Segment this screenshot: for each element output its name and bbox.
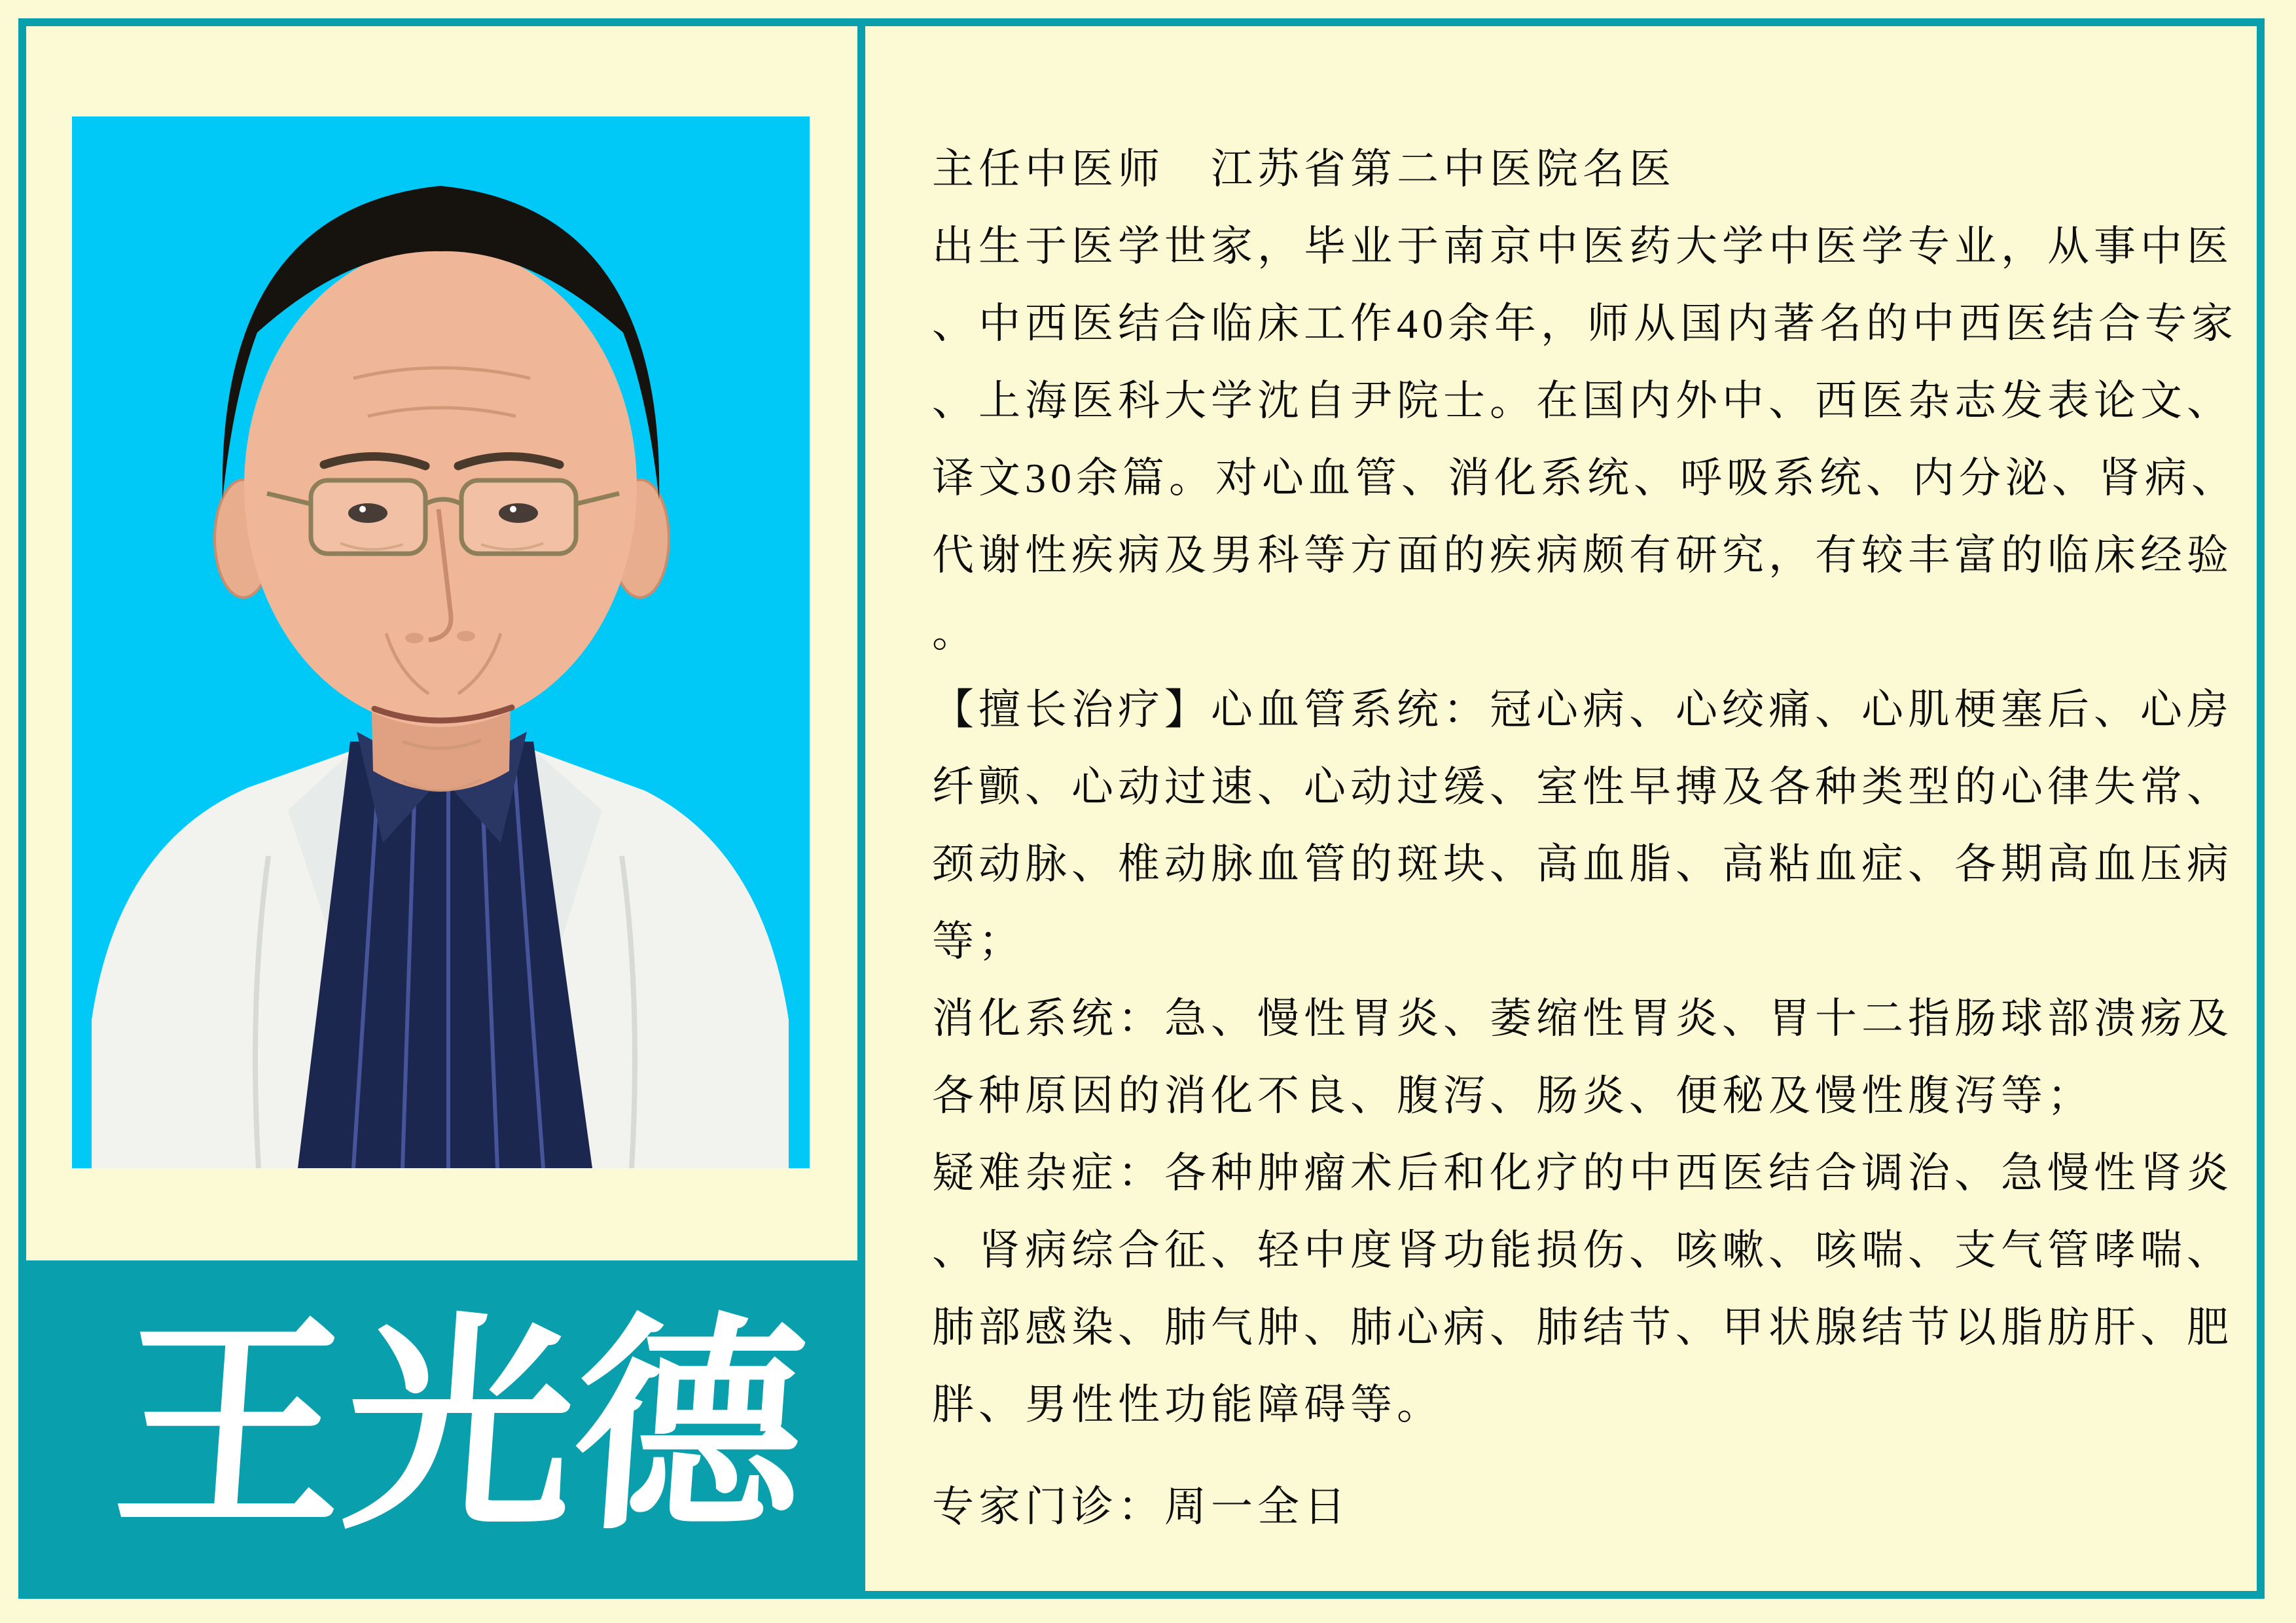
bio-line: 出生于医学世家，毕业于南京中医药大学中医学专业，从事中医: [932, 223, 2233, 270]
bio-line: 疑难杂症：各种肿瘤术后和化疗的中西医结合调治、急慢性肾炎: [932, 1150, 2233, 1196]
doctor-photo: [72, 116, 810, 1168]
bio-line: 、中西医结合临床工作40余年，师从国内著名的中西医结合专家: [932, 300, 2238, 347]
bio-line: 胖、男性性功能障碍等。: [932, 1382, 1443, 1428]
bio-line: 肺部感染、肺气肿、肺心病、肺结节、甲状腺结节以脂肪肝、肥: [932, 1304, 2233, 1351]
bio-line: 颈动脉、椎动脉血管的斑块、高血脂、高粘血症、各期高血压病: [932, 841, 2233, 887]
name-panel: [18, 1260, 865, 1599]
bio-line: 纤颤、心动过速、心动过缓、室性早搏及各种类型的心律失常、: [932, 764, 2233, 810]
bio-line: 代谢性疾病及男科等方面的疾病颇有研究，有较丰富的临床经验: [932, 532, 2233, 579]
bio-line: 译文30余篇。对心血管、消化系统、呼吸系统、内分泌、肾病、: [932, 455, 2238, 501]
doctor-title: 主任中医师 江苏省第二中医院名医: [932, 146, 1676, 192]
bio-line: 消化系统：急、慢性胃炎、萎缩性胃炎、胃十二指肠球部溃疡及: [932, 995, 2233, 1042]
bio-line: 。: [932, 609, 978, 656]
bio-line: 等；: [932, 918, 1025, 965]
doctor-name-char: 德: [565, 1302, 813, 1556]
bio-line: 、上海医科大学沈自尹院士。在国内外中、西医杂志发表论文、: [932, 378, 2233, 424]
clinic-hours: 专家门诊：周一全日: [932, 1484, 1350, 1530]
bio-line: 各种原因的消化不良、腹泻、肠炎、便秘及慢性腹泻等；: [932, 1073, 2094, 1119]
doctor-name-char: 光: [336, 1302, 584, 1556]
doctor-name-char: 王: [107, 1302, 355, 1556]
doctor-portrait-illustration: [72, 116, 810, 1168]
bio-line: 、肾病综合征、轻中度肾功能损伤、咳嗽、咳喘、支气管哮喘、: [932, 1227, 2233, 1274]
profile-text: [932, 131, 2261, 1546]
bio-line: 【擅长治疗】心血管系统：冠心病、心绞痛、心肌梗塞后、心房: [932, 687, 2233, 733]
bio-lines: [932, 208, 2261, 1444]
